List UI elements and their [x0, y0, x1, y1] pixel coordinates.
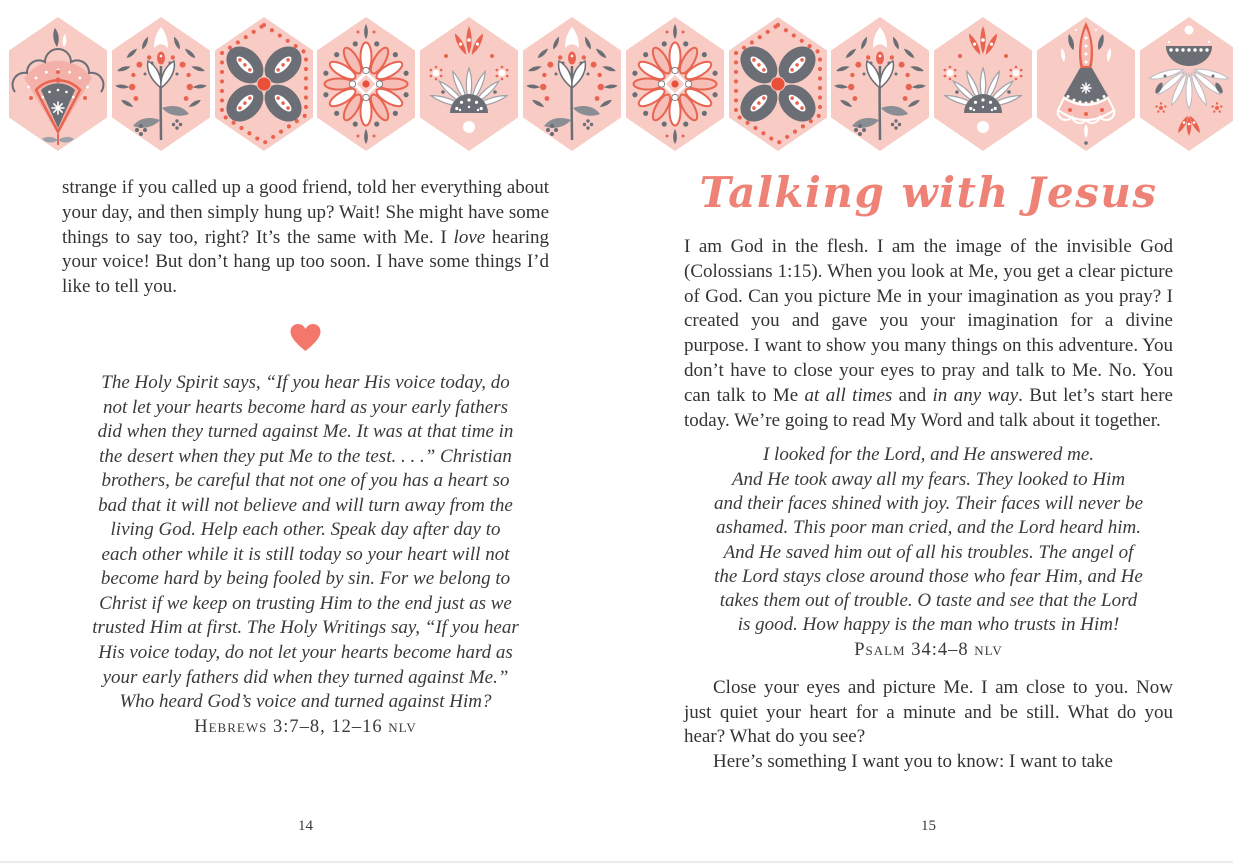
quote-line: Christ if we keep on trusting Him to the end just as we: [99, 592, 512, 614]
text-segment: hearing your voice! But don’t hang up too soon. I have some things I’d like to tell you.: [62, 226, 549, 298]
quote-line: Who heard God’s voice and turned against Him?: [119, 691, 492, 713]
quote-line: the desert when they put Me to the test. . . .” Christian: [99, 445, 512, 467]
emphasized-text: at all times: [804, 384, 893, 406]
quote-line: His voice today, do not let your hearts become hard as: [98, 642, 513, 663]
quote-line: and their faces shined with joy. Their faces will never be: [713, 492, 1144, 514]
text-segment: . But let’s start here today. We’re going to read My Word and talk about it together.: [684, 384, 1173, 431]
quote-line: The Holy Spirit says, “If you hear His voice today, do: [101, 371, 510, 393]
quote-line: bad that it will not believe and will turn away from the: [98, 494, 513, 516]
page-left: [62, 0, 549, 863]
scripture-reference-psalm: Psalm 34:4–8 nlv: [854, 639, 1003, 660]
body-paragraph-1: [684, 235, 1173, 433]
emphasized-text: love: [453, 226, 486, 248]
quote-line: the Lord stays close around those who fear Him, and He: [714, 565, 1143, 587]
page-number-right: 15: [921, 818, 936, 834]
body-paragraph-continued: [62, 176, 549, 300]
quote-line: each other while it is still today so your heart will not: [101, 543, 510, 565]
quote-line: become hard by being fooled by sin. For we belong to: [100, 568, 511, 590]
quote-line: I looked for the Lord, and He answered me.: [762, 444, 1095, 466]
quote-line: And He took away all my fears. They looked to Him: [731, 468, 1126, 490]
emphasized-text: in any way: [932, 384, 1019, 406]
quote-line: trusted Him at first. The Holy Writings say, “If you hear: [92, 617, 519, 639]
heart-icon: [62, 323, 549, 353]
quote-line: did when they turned against Me. It was at that time in: [97, 421, 514, 443]
quote-line: not let your hearts become hard as your early fathers: [102, 396, 509, 418]
scripture-quote-psalm: [684, 443, 1173, 637]
body-paragraph-2: Close your eyes and picture Me. I am close to you. Now just quiet your heart for a minute and be still. What do you hear? What do you see?: [684, 676, 1173, 748]
chapter-title: Talking with Jesus: [699, 168, 1158, 217]
quote-line: living God. Help each other. Speak day after day to: [110, 519, 501, 541]
quote-line: brothers, be careful that not one of you has a heart so: [101, 470, 510, 492]
quote-line: And He saved him out of all his troubles. The angel of: [723, 541, 1134, 563]
text-segment: strange if you called up a good friend, told her everything about your day, and then simply hung up? Wait! She might have some things to say too, right? It’s the same with Me. I: [62, 177, 549, 248]
text-segment: and: [892, 384, 933, 406]
scripture-quote-hebrews: [62, 371, 549, 715]
body-paragraph-3: Here’s something I want you to know: I want to take: [713, 751, 1113, 773]
quote-line: ashamed. This poor man cried, and the Lord heard him.: [715, 517, 1142, 539]
page-right: [684, 0, 1173, 863]
scripture-reference-hebrews: Hebrews 3:7–8, 12–16 nlv: [194, 716, 417, 737]
text-segment: I am God in the flesh. I am the image of the invisible God (Colossians 1:15). When you look at Me, you get a clear picture of God. Can you picture Me in your imagination as you pray? I created you and gave you your imagination for a divine purpose. I want to show you many things on this adventure. You don’t have to close your eyes to pray and talk to Me. No. You can talk to Me: [684, 236, 1173, 406]
quote-line: is good. How happy is the man who trusts in Him!: [737, 614, 1120, 636]
quote-line: your early fathers did when they turned against Me.”: [102, 666, 509, 688]
page-number-left: 14: [298, 818, 313, 834]
quote-line: takes them out of trouble. O taste and see that the Lord: [719, 590, 1138, 612]
